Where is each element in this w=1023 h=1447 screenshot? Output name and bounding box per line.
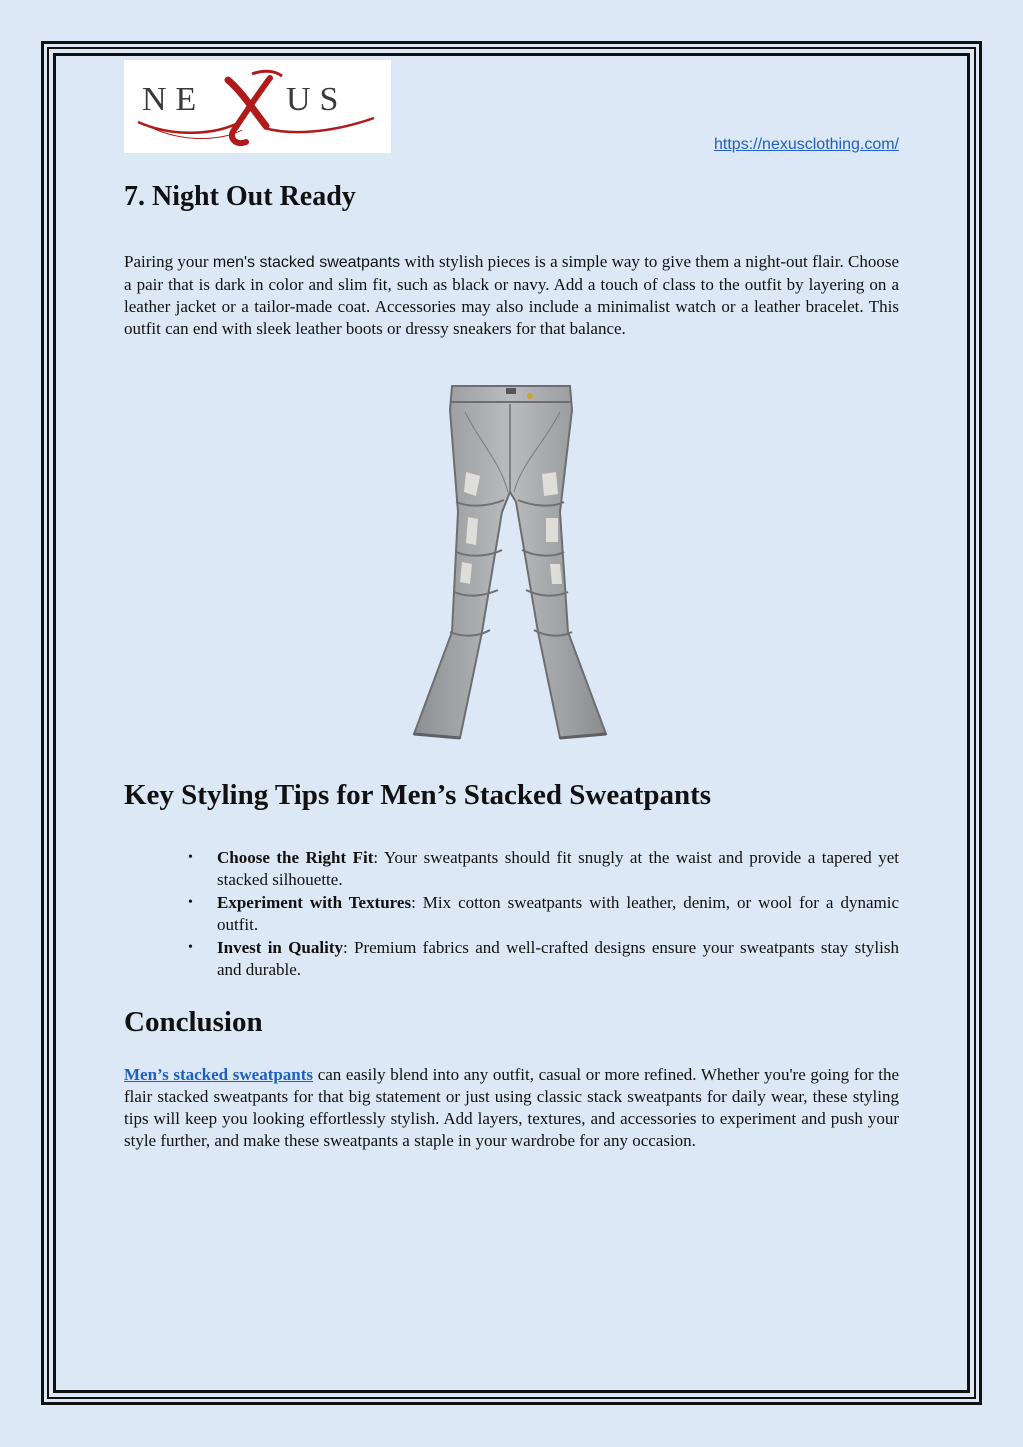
list-item [188,847,899,891]
bullet-icon: • [188,850,193,865]
section-title-styling-tips: Key Styling Tips for Men’s Stacked Sweatpants [124,779,712,811]
list-item [188,892,900,936]
conclusion-paragraph [124,1064,899,1152]
tip-heading: Invest in Quality [217,938,343,957]
bullet-icon: • [188,895,193,910]
paragraph-text: Pairing your [124,252,213,271]
svg-text:US: US [286,81,348,118]
list-item [188,937,899,981]
paragraph-text: can easily blend into any outfit, casual or more refined. Whether you're going for the flair stacked sweatpants for that big statement or just using classic stack sweatpants for daily wear, these styling tips will keep you looking effortlessly stylish. Add layers, textures, and accessories to experiment and push your style further, and make these sweatpants a staple in your wardrobe for any occasion. [124,1065,899,1150]
section-title-night-out: 7. Night Out Ready [124,181,356,212]
stacked-jeans-image [410,382,614,742]
paragraph-text: with stylish pieces is a simple way to give them a night-out flair. Choose a pair that is dark in color and slim fit, such as black or navy. Add a touch of class to the outfit by layering on a leather jacket or a tailor-made coat. Accessories may also include a minimalist watch or a leather bracelet. This outfit can end with sleek leather boots or dressy sneakers for that balance. [124,252,899,338]
mens-stacked-sweatpants-link[interactable]: Men’s stacked sweatpants [124,1065,314,1084]
tip-heading: Experiment with Textures [217,893,412,912]
tip-text: : Mix cotton sweatpants with leather, denim, or wool for a dynamic outfit. [217,893,900,934]
svg-text:NE: NE [142,81,206,118]
section-title-conclusion: Conclusion [124,1006,263,1038]
tip-heading: Choose the Right Fit [217,848,374,867]
jeans-illustration [410,382,614,742]
website-link[interactable]: https://nexusclothing.com/ [714,136,899,153]
tip-text: : Your sweatpants should fit snugly at the waist and provide a tapered yet stacked silhouette. [217,848,899,889]
tip-text: : Premium fabrics and well-crafted designs ensure your sweatpants stay stylish and durable. [217,938,899,979]
nexus-logo-graphic [124,60,391,153]
styling-tips-list [188,847,900,982]
night-out-paragraph [124,251,899,340]
nexus-logo [124,60,391,153]
inline-keyword: men's stacked sweatpants [212,254,401,271]
bullet-icon: • [188,940,193,955]
